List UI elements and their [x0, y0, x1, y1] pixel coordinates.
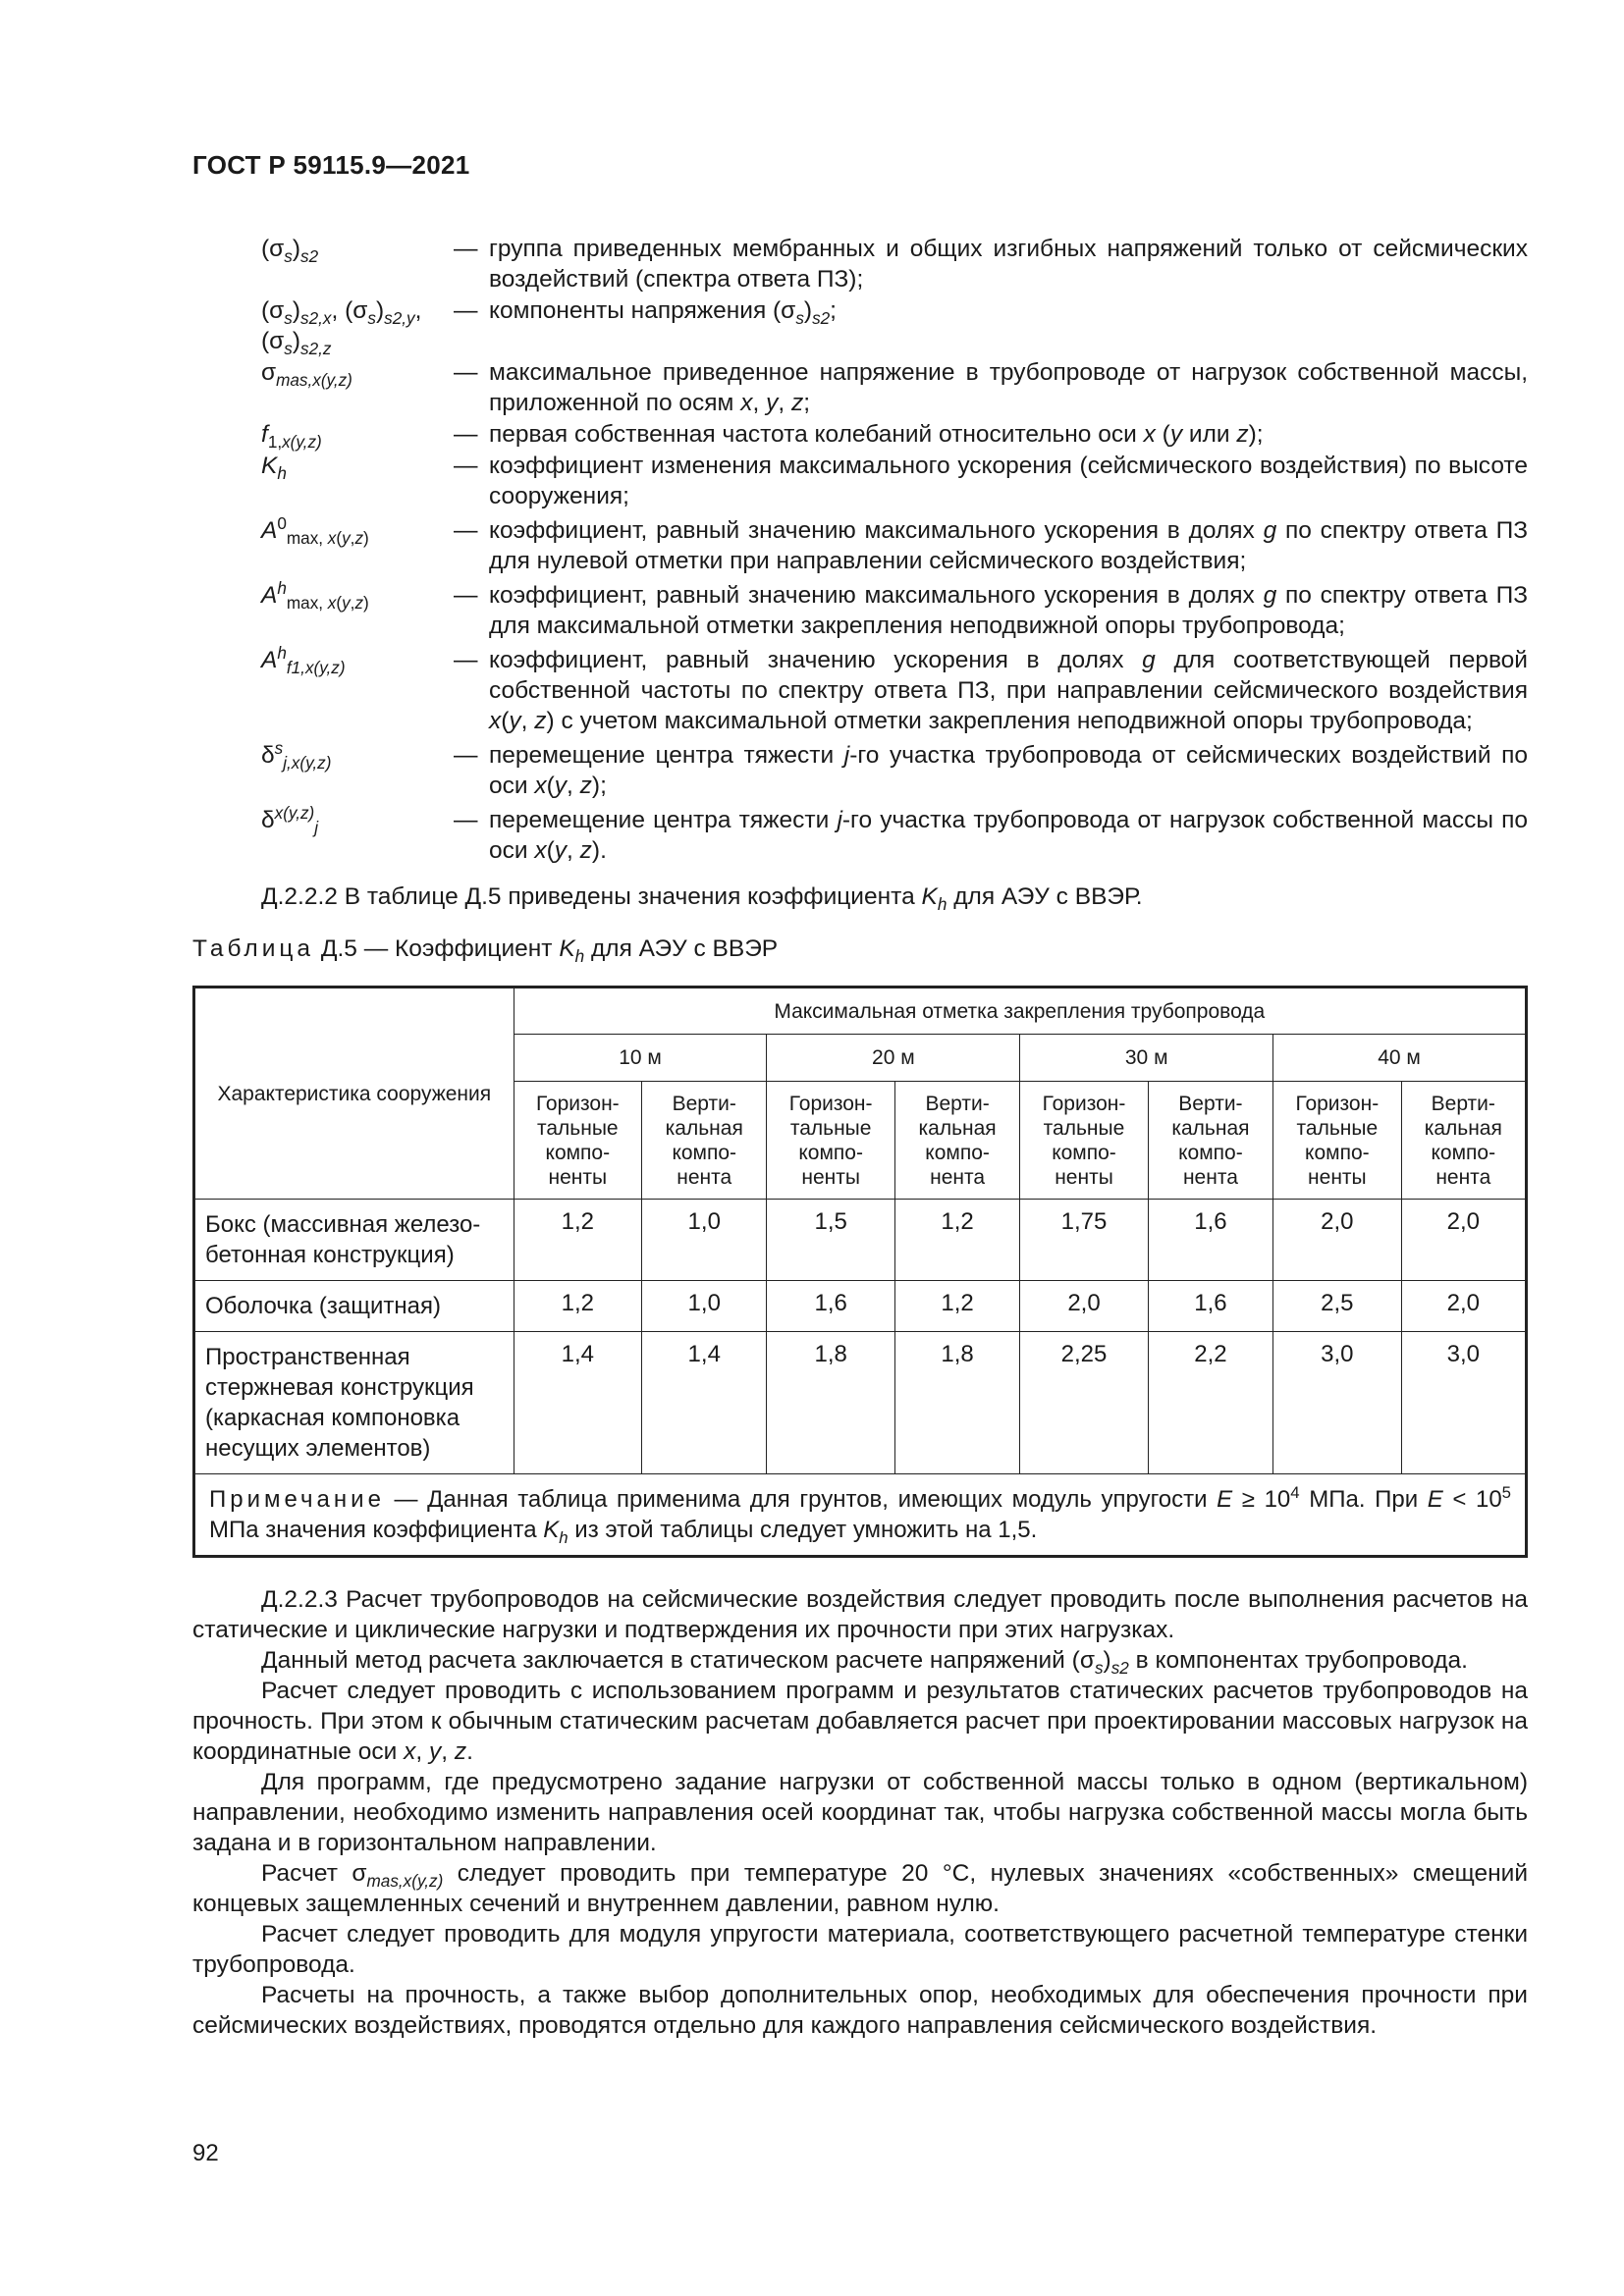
row-label: Бокс (массивная железо- бетонная конструкция) — [194, 1200, 514, 1281]
table-row — [194, 1281, 1527, 1332]
symbol: $(\sigma_s)_{s2}$ — [261, 236, 319, 266]
table-cell: 1,0 — [642, 1200, 767, 1281]
header-vertical: Верти- кальная компо- нента — [1148, 1082, 1272, 1200]
symbol-description: коэффициент, равный значению ускорения в долях g для соответствующей первой собственной частоты по спектру ответа ПЗ, при направлении сейсмического воздействия x(y, z) с учетом максимальной отметки закрепления неподвижной опоры трубопровода; — [489, 647, 1528, 734]
symbol-row: $(\sigma_s)_{s2,x}$, $(\sigma_s)_{s2,y}$, $(\sigma_s)_{s2,z}$ — компоненты напряжения $(\sigma_s)_{s2}$; — [261, 295, 1528, 356]
symbol-description: группа приведенных мембранных и общих изгибных напряжений только от сейсмических воздействий (спектра ответа ПЗ); — [489, 236, 1528, 293]
table-cell: 2,0 — [1401, 1200, 1526, 1281]
symbol: $\delta^s_{j,x(y,z)}$ — [261, 737, 332, 773]
paragraph: Для программ, где предусмотрено задание нагрузки от собственной массы только в одном (вертикальном) направлении, необходимо изменить направления осей координат так, чтобы нагрузка собственной массы могла быть задана и в горизонтальном направлении. — [192, 1769, 1528, 1856]
table-cell: 1,8 — [767, 1332, 894, 1474]
table-cell: 1,6 — [1148, 1281, 1272, 1332]
symbol: $f_{1,x(y,z)}$ — [261, 421, 322, 452]
header-horizontal: Горизон- тальные компо- ненты — [1273, 1082, 1401, 1200]
header-horizontal: Горизон- тальные компо- ненты — [514, 1082, 641, 1200]
table-cell: 1,8 — [894, 1332, 1019, 1474]
table-cell: 1,4 — [642, 1332, 767, 1474]
symbol: $(\sigma_s)_{s2,x}$, $(\sigma_s)_{s2,y}$, $(\sigma_s)_{s2,z}$ — [261, 297, 422, 358]
symbol: $A^0_{max, x(y,z)}$ — [261, 512, 369, 548]
symbol-description: перемещение центра тяжести j-го участка трубопровода от сейсмических воздействий по оси x(y, z); — [489, 742, 1528, 799]
symbol-row: $A^h_{max, x(y,z)}$ — коэффициент, равный значению максимального ускорения в долях g по спектру ответа ПЗ для максимальной отметки закрепления неподвижной опоры трубопровода; — [261, 577, 1528, 639]
table-cell: 2,0 — [1401, 1281, 1526, 1332]
table-note: Примечание — Данная таблица применима для грунтов, имеющих модуль упругости $E \ge 10^4$ МПа. При $E < 10^5$ МПа значения коэффициента $K_h$ из этой таблицы следует умножить на 1,5. — [194, 1474, 1527, 1557]
header-vertical: Верти- кальная компо- нента — [1401, 1082, 1526, 1200]
paragraph: Д.2.2.3 Расчет трубопроводов на сейсмические воздействия следует проводить после выполнения расчетов на статические и циклические нагрузки и подтверждения их прочности при этих нагрузках. — [192, 1586, 1528, 1643]
table-cell: 1,2 — [514, 1281, 641, 1332]
table-row — [194, 1332, 1527, 1474]
paragraph: Расчет следует проводить с использованием программ и результатов статических расчетов трубопроводов на прочность. При этом к обычным статическим расчетам добавляется расчет при проектировании массовых нагрузок на координатные оси x, y, z. — [192, 1678, 1528, 1765]
symbol: $\sigma_{mas,x(y,z)}$ — [261, 359, 352, 390]
table-cell: 3,0 — [1273, 1332, 1401, 1474]
paragraph: Расчет $\sigma_{mas,x(y,z)}$ следует проводить при температуре 20 °С, нулевых значениях «собственных» смещений концевых защемленных сечений и внутреннем давлении, равном нулю. — [192, 1860, 1529, 1917]
table-cell: 1,6 — [767, 1281, 894, 1332]
symbol-row: $\sigma_{mas,x(y,z)}$ — максимальное приведенное напряжение в трубопроводе от нагрузок собственной массы, приложенной по осям x, y, z; — [261, 359, 1528, 416]
body-text — [192, 1584, 1528, 2041]
header-height: 30 м — [1020, 1035, 1273, 1082]
table-caption: Таблица Д.5 — Коэффициент $K_h$ для АЭУ с ВВЭР — [192, 935, 779, 966]
header-vertical: Верти- кальная компо- нента — [894, 1082, 1019, 1200]
table-cell: 2,5 — [1273, 1281, 1401, 1332]
symbol-row: $K_h$ — коэффициент изменения максимального ускорения (сейсмического воздействия) по высоте сооружения; — [261, 453, 1528, 509]
symbol: $\delta^{x(y,z)}_j$ — [261, 802, 319, 837]
header-horizontal: Горизон- тальные компо- ненты — [1020, 1082, 1148, 1200]
symbol-description: коэффициент, равный значению максимального ускорения в долях g по спектру ответа ПЗ для нулевой отметки при направлении сейсмического воздействия; — [489, 517, 1528, 574]
row-label: Пространственная стержневая конструкция (каркасная компоновка несущих элементов) — [194, 1332, 514, 1474]
symbol-row: $\delta^s_{j,x(y,z)}$ — перемещение центра тяжести j-го участка трубопровода от сейсмических воздействий по оси x(y, z); — [261, 737, 1528, 799]
paragraph: Расчет следует проводить для модуля упругости материала, соответствующего расчетной температуре стенки трубопровода. — [192, 1921, 1528, 1978]
symbol-description: коэффициент изменения максимального ускорения (сейсмического воздействия) по высоте сооружения; — [489, 453, 1528, 509]
header-group: Максимальная отметка закрепления трубопровода — [514, 988, 1526, 1035]
header-characteristic: Характеристика сооружения — [194, 988, 514, 1200]
symbol-description: коэффициент, равный значению максимального ускорения в долях g по спектру ответа ПЗ для максимальной отметки закрепления неподвижной опоры трубопровода; — [489, 582, 1528, 639]
table-cell: 1,2 — [514, 1200, 641, 1281]
table-cell: 1,4 — [514, 1332, 641, 1474]
symbol-row: $A^h_{f1,x(y,z)}$ — коэффициент, равный значению ускорения в долях g для соответствующей первой собственной частоты по спектру ответа ПЗ, при направлении сейсмического воздействия x(y, z) с учетом максимальной отметки закрепления неподвижной опоры трубопровода; — [261, 642, 1528, 734]
coefficient-table — [192, 986, 1528, 1558]
symbol-description: компоненты напряжения $(\sigma_s)_{s2}$; — [489, 297, 837, 328]
table-cell: 2,2 — [1148, 1332, 1272, 1474]
symbol: $K_h$ — [261, 453, 287, 483]
header-horizontal: Горизон- тальные компо- ненты — [767, 1082, 894, 1200]
symbol-row: $(\sigma_s)_{s2}$ — группа приведенных мембранных и общих изгибных напряжений только от сейсмических воздействий (спектра ответа ПЗ); — [261, 236, 1528, 293]
table-cell: 2,0 — [1273, 1200, 1401, 1281]
symbol-row: $A^0_{max, x(y,z)}$ — коэффициент, равный значению максимального ускорения в долях g по спектру ответа ПЗ для нулевой отметки при направлении сейсмического воздействия; — [261, 512, 1528, 574]
paragraph-d222: Д.2.2.2 В таблице Д.5 приведены значения коэффициента $K_h$ для АЭУ с ВВЭР. — [261, 883, 1143, 914]
table-cell: 1,0 — [642, 1281, 767, 1332]
symbol-row: $f_{1,x(y,z)}$ — первая собственная частота колебаний относительно оси x (y или z); — [261, 419, 1528, 450]
symbol-list — [261, 234, 1528, 867]
table-cell: 1,75 — [1020, 1200, 1148, 1281]
table-row — [194, 1200, 1527, 1281]
document-header: ГОСТ Р 59115.9—2021 — [192, 150, 470, 180]
table-cell: 1,2 — [894, 1281, 1019, 1332]
paragraph: Данный метод расчета заключается в статическом расчете напряжений $(\sigma_s)_{s2}$ в компонентах трубопровода. — [261, 1647, 1468, 1678]
header-height: 20 м — [767, 1035, 1020, 1082]
table-cell: 3,0 — [1401, 1332, 1526, 1474]
symbol-description: первая собственная частота колебаний относительно оси x (y или z); — [489, 421, 1264, 448]
table-cell: 2,25 — [1020, 1332, 1148, 1474]
table-cell: 1,5 — [767, 1200, 894, 1281]
table-cell: 1,2 — [894, 1200, 1019, 1281]
table-cell: 2,0 — [1020, 1281, 1148, 1332]
symbol-description: перемещение центра тяжести j-го участка трубопровода от нагрузок собственной массы по оси x(y, z). — [489, 807, 1528, 864]
page-number: 92 — [192, 2140, 219, 2166]
row-label: Оболочка (защитная) — [194, 1281, 514, 1332]
symbol: $A^h_{f1,x(y,z)}$ — [261, 642, 346, 677]
symbol-row: $\delta^{x(y,z)}_j$ — перемещение центра тяжести j-го участка трубопровода от нагрузок собственной массы по оси x(y, z). — [261, 802, 1528, 864]
header-height: 10 м — [514, 1035, 767, 1082]
symbol: $A^h_{max, x(y,z)}$ — [261, 577, 369, 613]
table-cell: 1,6 — [1148, 1200, 1272, 1281]
symbol-description: максимальное приведенное напряжение в трубопроводе от нагрузок собственной массы, приложенной по осям x, y, z; — [489, 359, 1528, 416]
header-vertical: Верти- кальная компо- нента — [642, 1082, 767, 1200]
header-height: 40 м — [1273, 1035, 1527, 1082]
paragraph: Расчеты на прочность, а также выбор дополнительных опор, необходимых для обеспечения прочности при сейсмических воздействиях, проводятся отдельно для каждого направления сейсмического воздействия. — [192, 1982, 1528, 2039]
